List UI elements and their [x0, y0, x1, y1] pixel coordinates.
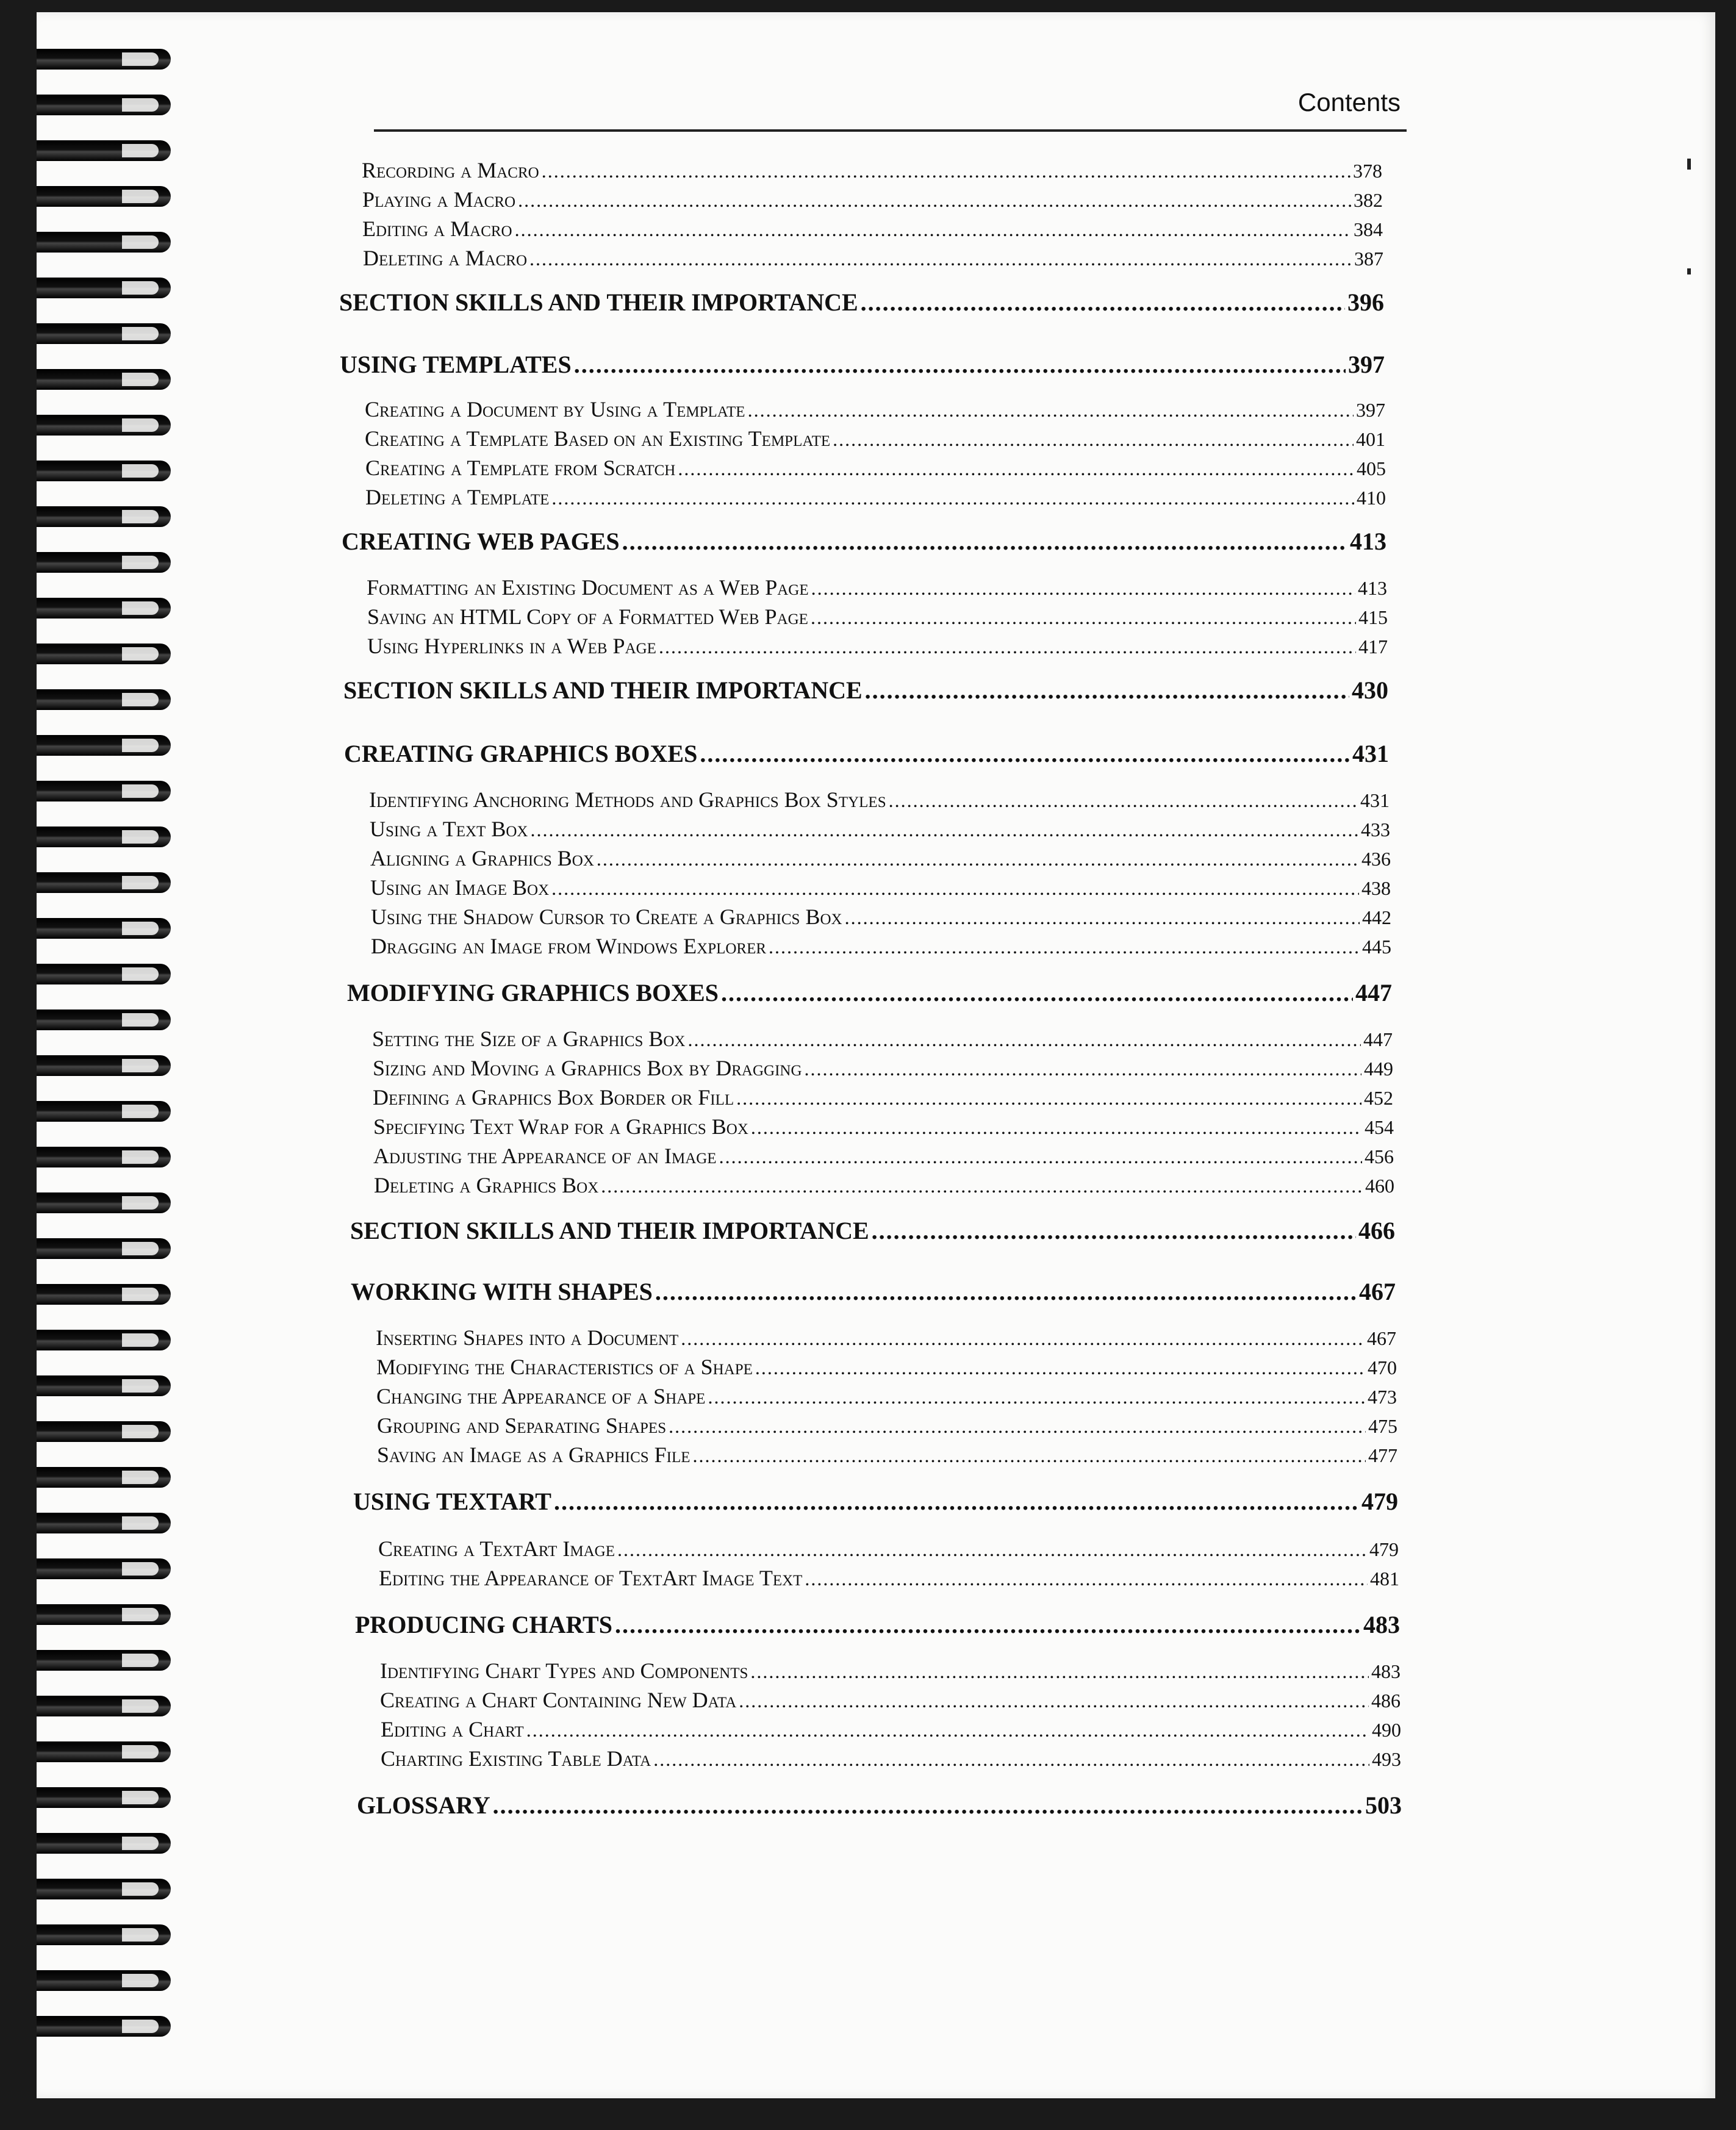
dot-leader [518, 189, 1351, 212]
toc-entry-page: 475 [1368, 1415, 1397, 1437]
toc-section-row [350, 1216, 1395, 1245]
dot-leader [622, 527, 1347, 556]
toc-entry-page: 438 [1361, 877, 1391, 899]
dot-leader [530, 819, 1358, 841]
dot-leader [615, 1610, 1361, 1639]
toc-entry-row [373, 1055, 1393, 1081]
dot-leader [845, 906, 1360, 929]
toc-entry-title: Changing the Appearance of a Shape [376, 1384, 706, 1408]
toc-entry-row [367, 575, 1387, 600]
dot-leader [529, 248, 1352, 270]
toc-entry-page: 479 [1369, 1538, 1399, 1560]
toc-entry-row [363, 245, 1383, 271]
toc-section-title: SECTION SKILLS AND THEIR IMPORTANCE [350, 1217, 869, 1244]
toc-entry-row [373, 1114, 1394, 1139]
dot-leader [811, 577, 1355, 600]
scan-mark [1687, 268, 1691, 274]
toc-entry-page: 456 [1365, 1146, 1394, 1167]
dot-leader [542, 160, 1350, 182]
toc-entry-title: Creating a Document by Using a Template [365, 397, 745, 421]
toc-entry-page: 378 [1353, 160, 1382, 182]
toc-entry-title: Using an Image Box [370, 875, 550, 900]
toc-entry-title: Charting Existing Table Data [381, 1746, 651, 1771]
toc-entry-row [370, 816, 1390, 842]
toc-entry-page: 387 [1354, 248, 1383, 270]
toc-entry-row [369, 787, 1390, 812]
toc-entry-title: Recording a Macro [362, 158, 539, 182]
toc-entry-page: 410 [1357, 487, 1386, 509]
toc-entry-row [380, 1687, 1401, 1713]
toc-entry-row [371, 904, 1391, 930]
table-of-contents [37, 12, 1715, 2098]
toc-entry-page: 477 [1368, 1444, 1397, 1466]
toc-entry-title: Using a Text Box [370, 817, 528, 841]
toc-entry-page: 454 [1365, 1116, 1394, 1138]
dot-leader [693, 1444, 1366, 1467]
toc-entry-page: 384 [1354, 218, 1383, 240]
dot-leader [708, 1386, 1365, 1408]
dot-leader [493, 1791, 1363, 1820]
dot-leader [755, 1357, 1365, 1379]
toc-entry-page: 397 [1356, 399, 1385, 421]
toc-section-page: 503 [1365, 1791, 1402, 1819]
toc-entry-row [376, 1354, 1397, 1380]
toc-entry-row [377, 1413, 1397, 1438]
toc-section-title: MODIFYING GRAPHICS BOXES [347, 979, 719, 1006]
toc-entry-row [362, 187, 1383, 212]
toc-entry-row [381, 1716, 1401, 1742]
toc-section-title: GLOSSARY [357, 1791, 490, 1819]
dot-leader [655, 1277, 1357, 1306]
toc-entry-page: 470 [1368, 1357, 1397, 1379]
toc-entry-title: Using Hyperlinks in a Web Page [367, 634, 656, 658]
dot-leader [515, 218, 1351, 241]
toc-section-page: 396 [1347, 289, 1384, 316]
toc-entry-row [372, 1026, 1393, 1052]
dot-leader [681, 1327, 1365, 1350]
toc-section-row [355, 1610, 1400, 1639]
toc-entry-page: 382 [1354, 189, 1383, 211]
toc-entry-title: Identifying Anchoring Methods and Graphics Box Styles [369, 787, 886, 812]
toc-entry-page: 481 [1370, 1568, 1399, 1590]
toc-entry-page: 467 [1367, 1327, 1396, 1349]
dot-leader [865, 676, 1349, 705]
dot-leader [748, 399, 1354, 421]
toc-entry-page: 445 [1362, 936, 1391, 958]
toc-entry-row [374, 1172, 1394, 1198]
toc-entry-page: 413 [1358, 577, 1387, 599]
toc-entry-title: Adjusting the Appearance of an Image [373, 1144, 717, 1168]
toc-section-page: 467 [1359, 1278, 1396, 1305]
toc-entry-row [365, 455, 1386, 481]
dot-leader [551, 487, 1354, 509]
toc-entry-page: 483 [1371, 1660, 1401, 1682]
toc-entry-page: 460 [1365, 1175, 1394, 1197]
toc-entry-row [381, 1746, 1401, 1771]
toc-section-row [344, 739, 1389, 768]
dot-leader [669, 1415, 1366, 1438]
toc-section-page: 413 [1350, 528, 1386, 555]
toc-section-row [357, 1791, 1402, 1820]
dot-leader [833, 428, 1354, 451]
toc-entry-row [377, 1442, 1397, 1468]
toc-entry-page: 473 [1368, 1386, 1397, 1408]
toc-section-row [351, 1277, 1396, 1306]
toc-entry-row [362, 216, 1383, 242]
toc-section-page: 430 [1352, 676, 1388, 704]
toc-entry-row [365, 426, 1385, 451]
dot-leader [678, 457, 1354, 480]
toc-entry-title: Editing the Appearance of TextArt Image Text [379, 1566, 803, 1590]
toc-section-title: SECTION SKILLS AND THEIR IMPORTANCE [343, 676, 863, 704]
toc-entry-row [365, 396, 1385, 422]
toc-entry-title: Creating a Template Based on an Existing Template [365, 426, 831, 451]
toc-section-page: 466 [1358, 1217, 1395, 1244]
dot-leader [653, 1748, 1369, 1771]
dot-leader [750, 1660, 1369, 1683]
toc-entry-title: Identifying Chart Types and Components [380, 1658, 748, 1683]
toc-entry-title: Deleting a Graphics Box [374, 1173, 599, 1197]
toc-entry-title: Aligning a Graphics Box [370, 846, 594, 870]
toc-entry-page: 405 [1357, 457, 1386, 479]
page-header-title: Contents [1297, 88, 1401, 117]
toc-entry-row [373, 1085, 1393, 1110]
dot-leader [805, 1568, 1368, 1590]
toc-entry-title: Inserting Shapes into a Document [376, 1325, 679, 1350]
toc-section-page: 479 [1361, 1488, 1398, 1515]
toc-entry-row [378, 1536, 1399, 1562]
toc-section-title: CREATING GRAPHICS BOXES [344, 740, 698, 767]
toc-entry-title: Saving an Image as a Graphics File [377, 1443, 690, 1467]
toc-entry-row [379, 1565, 1399, 1591]
dot-leader [811, 606, 1356, 629]
dot-leader [597, 848, 1359, 870]
toc-entry-page: 490 [1372, 1719, 1401, 1741]
toc-entry-title: Modifying the Characteristics of a Shape [376, 1355, 753, 1379]
toc-entry-row [370, 845, 1391, 871]
toc-section-page: 397 [1348, 351, 1385, 378]
toc-section-row [342, 527, 1386, 556]
toc-entry-title: Sizing and Moving a Graphics Box by Dragging [373, 1056, 802, 1080]
dot-leader [551, 877, 1359, 900]
dot-leader [700, 739, 1350, 768]
toc-entry-page: 431 [1360, 789, 1390, 811]
toc-entry-title: Deleting a Template [365, 485, 550, 509]
toc-entry-page: 452 [1364, 1087, 1393, 1109]
dot-leader [554, 1487, 1359, 1516]
toc-entry-row [376, 1383, 1397, 1409]
toc-entry-row [373, 1143, 1394, 1169]
dot-leader [526, 1719, 1369, 1741]
dot-leader [601, 1175, 1363, 1197]
toc-entry-title: Specifying Text Wrap for a Graphics Box [373, 1114, 748, 1139]
dot-leader [719, 1146, 1362, 1168]
toc-entry-row [380, 1658, 1401, 1684]
toc-entry-title: Setting the Size of a Graphics Box [372, 1027, 686, 1051]
toc-section-row [353, 1487, 1398, 1516]
toc-entry-title: Playing a Macro [362, 187, 516, 212]
dot-leader [687, 1028, 1361, 1051]
toc-entry-row [362, 157, 1382, 183]
toc-entry-page: 415 [1358, 606, 1388, 628]
toc-section-title: PRODUCING CHARTS [355, 1611, 612, 1638]
dot-leader [889, 789, 1358, 812]
toc-entry-title: Creating a Chart Containing New Data [380, 1688, 737, 1712]
scan-mark [1687, 159, 1691, 170]
toc-entry-title: Defining a Graphics Box Border or Fill [373, 1085, 734, 1110]
toc-section-row [347, 978, 1392, 1007]
toc-entry-title: Deleting a Macro [363, 246, 528, 270]
dot-leader [617, 1538, 1367, 1561]
toc-section-page: 483 [1363, 1611, 1400, 1638]
toc-section-row [340, 350, 1385, 379]
toc-entry-row [370, 875, 1391, 900]
toc-entry-title: Using the Shadow Cursor to Create a Graphics Box [371, 905, 842, 929]
dot-leader [769, 936, 1360, 958]
toc-entry-page: 401 [1356, 428, 1385, 450]
toc-entry-row [376, 1325, 1396, 1350]
toc-entry-title: Editing a Macro [362, 217, 512, 241]
toc-entry-title: Formatting an Existing Document as a Web Page [367, 575, 809, 600]
toc-section-page: 431 [1352, 740, 1389, 767]
dot-leader [872, 1216, 1356, 1245]
dot-leader [739, 1690, 1369, 1712]
toc-section-title: USING TEXTART [353, 1488, 551, 1515]
dot-leader [736, 1087, 1361, 1110]
toc-entry-title: Saving an HTML Copy of a Formatted Web Page [367, 604, 808, 629]
dot-leader [721, 978, 1353, 1007]
dot-leader [574, 350, 1346, 379]
toc-section-page: 447 [1355, 979, 1392, 1006]
toc-entry-title: Grouping and Separating Shapes [377, 1413, 667, 1438]
toc-entry-page: 447 [1363, 1028, 1393, 1050]
dot-leader [751, 1116, 1362, 1139]
toc-entry-row [367, 604, 1388, 629]
toc-section-title: CREATING WEB PAGES [342, 528, 620, 555]
toc-entry-row [371, 933, 1391, 959]
toc-entry-page: 442 [1362, 906, 1391, 928]
dot-leader [805, 1058, 1361, 1080]
toc-section-row [339, 288, 1384, 317]
dot-leader [659, 636, 1356, 658]
toc-section-title: WORKING WITH SHAPES [351, 1278, 653, 1305]
toc-section-title: SECTION SKILLS AND THEIR IMPORTANCE [339, 289, 858, 316]
dot-leader [861, 288, 1345, 317]
toc-entry-title: Editing a Chart [381, 1717, 524, 1741]
toc-entry-row [367, 633, 1388, 659]
toc-section-row [343, 676, 1388, 705]
toc-entry-title: Creating a TextArt Image [378, 1537, 615, 1561]
toc-entry-page: 486 [1371, 1690, 1401, 1712]
toc-entry-title: Creating a Template from Scratch [365, 456, 676, 480]
toc-entry-page: 433 [1361, 819, 1390, 841]
document-page [37, 12, 1715, 2098]
toc-entry-title: Dragging an Image from Windows Explorer [371, 934, 767, 958]
toc-entry-row [365, 484, 1386, 510]
toc-entry-page: 449 [1364, 1058, 1393, 1080]
toc-section-title: USING TEMPLATES [340, 351, 572, 378]
toc-entry-page: 436 [1361, 848, 1391, 870]
toc-entry-page: 417 [1358, 636, 1388, 658]
toc-entry-page: 493 [1372, 1748, 1401, 1770]
